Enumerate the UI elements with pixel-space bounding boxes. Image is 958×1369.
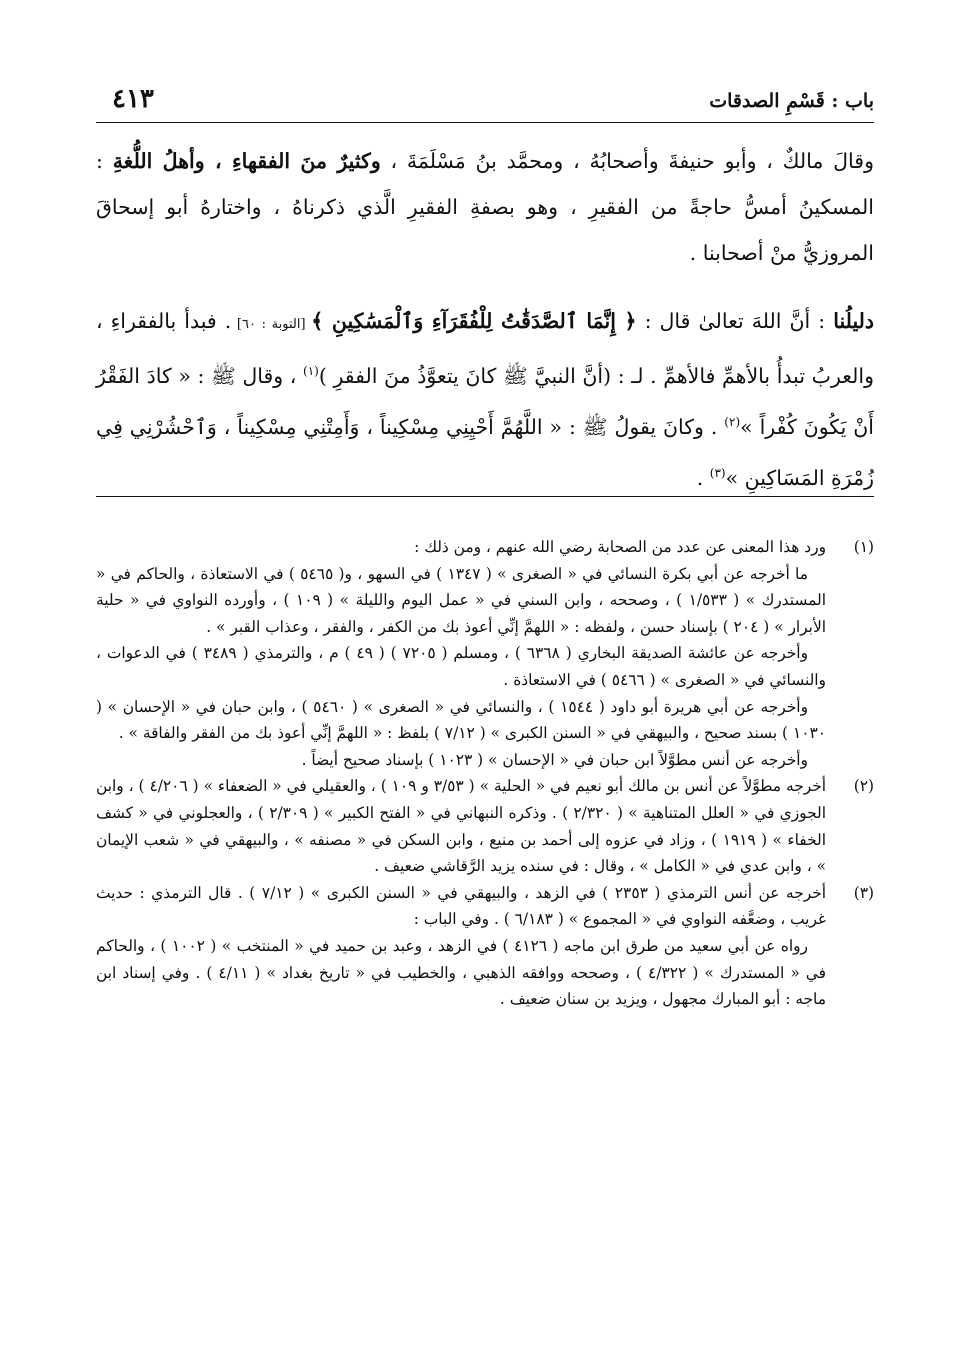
text-span: : أنَّ اللهَ تعالىٰ قال : [636, 309, 834, 333]
paragraph-opinions [96, 138, 874, 276]
footnote-marker-2[interactable]: (٢) [724, 414, 741, 429]
footnote-paragraph: أخرجه عن أنس الترمذي ( ٢٣٥٣ ) في الزهد ، والبيهقي في « السنن الكبرى » ( ٧/١٢ ) . قال الترمذي : حديث غريب ، وضعَّفه النواوي في « المجموع » ( ٦/١٨٣ ) . وفي الباب : [96, 883, 826, 929]
text-span: وقالَ مالكٌ ، وأبو حنيفةَ وأصحابُهُ ، ومحمَّد بنُ مَسْلَمَةَ ، [380, 149, 874, 173]
text-span: . [696, 465, 710, 490]
paragraph-evidence [96, 298, 874, 500]
page-header [96, 84, 874, 116]
footnote-marker-3[interactable]: (٣) [709, 465, 726, 480]
quran-verse: ﴿ إِنَّمَا ٱلصَّدَقَٰتُ لِلْفُقَرَآءِ وَٱلْمَسَٰكِينِ ﴾ [311, 309, 637, 333]
bold-span: وكثيرٌ منَ الفقهاءِ ، وأهلُ اللُّغةِ [112, 149, 381, 173]
text-span: : المسكينُ أمسُّ حاجةً من الفقيرِ ، وهو بصفةِ الفقيرِ الَّذي ذكرناهُ ، واختارهُ أبو إسحاقَ المروزيُّ منْ أصحابنا . [96, 149, 874, 265]
evidence-heading: دليلُنا [833, 309, 874, 333]
footnotes [96, 534, 874, 1013]
text-span: . فبدأ بالفقراءِ ، والعربُ تبدأُ بالأهمِّ فالأهمِّ . لـ : (أنَّ النبيَّ ﷺ كانَ يتعوَّذُ منَ الفقرِ ) [96, 309, 874, 388]
footnote-number: (٢) [853, 777, 874, 796]
text-span: . وكانَ يقولُ ﷺ : « اللَّهُمَّ أَحْيِنِي مِسْكِيناً ، وَأَمِتْنِي مِسْكِيناً ، وَٱحْشُرْنِي فِي زُمْرَةِ المَسَاكِينِ » [96, 414, 874, 490]
page-number: ٤١٣ [112, 84, 154, 114]
footnote-paragraph: وأخرجه عن أبي هريرة أبو داود ( ١٥٤٤ ) ، والنسائي في « الصغرى » ( ٥٤٦٠ ) ، وابن حبان في « الإحسان » ( ١٠٣٠ ) بسند صحيح ، والبيهقي في « السنن الكبرى » ( ٧/١٢ ) بلفظ : « اللهمَّ إنِّي أعوذ بك من الفقر والفاقة » . [96, 697, 826, 743]
footnote-number: (٣) [853, 883, 874, 902]
main-text [96, 138, 874, 500]
footnote-divider [96, 496, 874, 497]
footnote-paragraph: وأخرجه عن عائشة الصديقة البخاري ( ٦٣٦٨ ) ، ومسلم ( ٧٢٠٥ ) ( ٤٩ ) م ، والترمذي ( ٣٤٨٩ ) في الدعوات ، والنسائي في « الصغرى » ( ٥٤٦٦ ) في الاستعاذة . [96, 644, 826, 689]
text-span: ، وقال ﷺ : « كادَ الفَقْرُ أَنْ يَكُونَ كُفْراً » [96, 363, 874, 439]
header-divider [96, 122, 874, 123]
footnote-paragraph: ما أخرجه عن أبي بكرة النسائي في « الصغرى » ( ١٣٤٧ ) في السهو ، و( ٥٤٦٥ ) في الاستعاذة ، والحاكم في « المستدرك » ( ١/٥٣٣ ) ، وصححه ، وابن السني في « عمل اليوم والليلة » ( ١٠٩ ) ، وأورده النواوي في « حلية الأبرار » ( ٢٠٤ ) بإسناد حسن ، ولفظه : « اللهمَّ إنِّي أعوذ بك من الكفر ، والفقر ، وعذاب القبر » . [96, 564, 826, 636]
footnote-2 [96, 773, 874, 879]
chapter-title: باب : قَسْمِ الصدقات [709, 90, 874, 112]
footnote-paragraph: أخرجه مطوَّلاً عن أنس بن مالك أبو نعيم في « الحلية » ( ٣/٥٣ و ١٠٩ ) ، والعقيلي في « الضعفاء » ( ٤/٢٠٦ ) ، وابن الجوزي في « العلل المتناهية » ( ٢/٣٢٠ ) . وذكره النبهاني في « الفتح الكبير » ( ٢/٣٠٩ ) ، والعجلوني في « كشف الخفاء » ( ١٩١٩ ) ، وزاد في عزوه إلى أحمد بن منيع ، وابن السكن في « مصنفه » ، والبيهقي في « شعب الإيمان » ، وابن عدي في « الكامل » ، وقال : في سنده يزيد الرَّقاشي ضعيف . [96, 777, 827, 876]
footnote-1 [96, 534, 874, 773]
footnote-marker-1[interactable]: (١) [303, 364, 319, 378]
footnote-paragraph: وأخرجه عن أنس مطوَّلاً ابن حبان في « الإحسان » ( ١٠٢٣ ) بإسناد صحيح أيضاً . [301, 750, 808, 769]
quran-reference: [التوبة : ٦٠] [231, 317, 312, 332]
footnote-paragraph: رواه عن أبي سعيد من طرق ابن ماجه ( ٤١٢٦ ) في الزهد ، وعبد بن حميد في « المنتخب » ( ١٠٠٢ ) ، والحاكم في « المستدرك » ( ٤/٣٢٢ ) ، وصححه ووافقه الذهبي ، والخطيب في « تاريخ بغداد » ( ٤/١١ ) . وفي إسناد ابن ماجه : أبو المبارك مجهول ، ويزيد بن سنان ضعيف . [96, 936, 826, 1009]
footnote-paragraph: ورد هذا المعنى عن عدد من الصحابة رضي الله عنهم ، ومن ذلك : [414, 538, 826, 556]
footnote-3 [96, 880, 874, 1013]
footnote-number: (١) [853, 538, 874, 556]
